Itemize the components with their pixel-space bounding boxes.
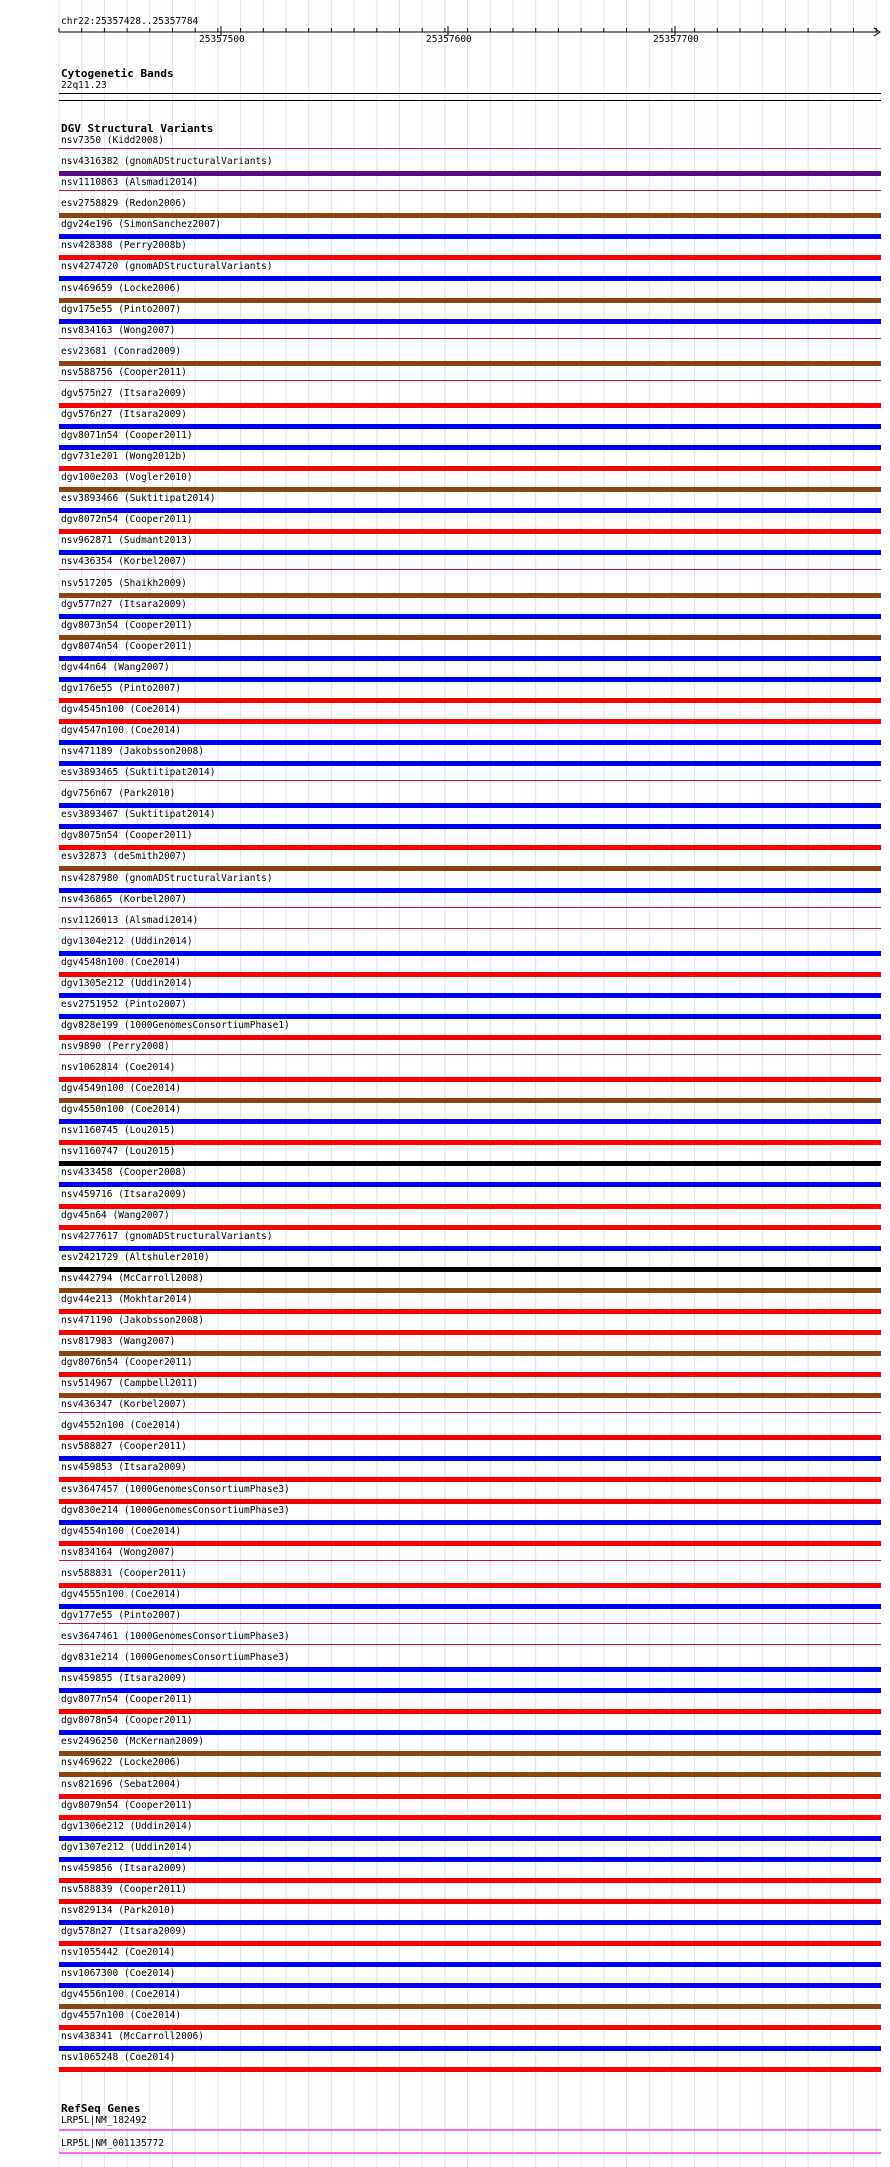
dgv-feature-row[interactable]	[0, 1399, 890, 1420]
feature-label[interactable]: nsv829134 (Park2010)	[61, 1904, 176, 1916]
feature-label[interactable]: nsv4277617 (gnomADStructuralVariants)	[61, 1230, 273, 1242]
feature-bar[interactable]	[59, 2025, 881, 2030]
feature-label[interactable]: nsv436354 (Korbel2007)	[61, 556, 187, 568]
dgv-feature-row[interactable]	[0, 578, 890, 599]
feature-label[interactable]: nsv459716 (Itsara2009)	[61, 1188, 187, 1200]
feature-label[interactable]: nsv1160745 (Lou2015)	[61, 1125, 176, 1137]
feature-label[interactable]: esv3893467 (Suktitipat2014)	[61, 809, 216, 821]
dgv-feature-row[interactable]	[0, 1083, 890, 1104]
feature-line[interactable]	[59, 1644, 881, 1645]
feature-label[interactable]: dgv8072n54 (Cooper2011)	[61, 514, 193, 526]
cytoband-bar-bottom	[59, 100, 881, 101]
feature-bar[interactable]	[59, 1456, 881, 1461]
dgv-feature-row[interactable]	[0, 261, 890, 282]
feature-label[interactable]: esv3893465 (Suktitipat2014)	[61, 767, 216, 779]
feature-line[interactable]	[59, 780, 881, 781]
dgv-feature-row[interactable]	[0, 325, 890, 346]
dgv-feature-row[interactable]	[0, 1505, 890, 1526]
feature-bar[interactable]	[59, 1267, 881, 1272]
feature-bar[interactable]	[59, 1246, 881, 1251]
feature-label[interactable]: nsv471189 (Jakobsson2008)	[61, 746, 204, 757]
dgv-feature-row[interactable]	[0, 346, 890, 367]
cytoband-label: 22q11.23	[61, 80, 107, 91]
feature-bar[interactable]	[59, 508, 881, 513]
feature-bar[interactable]	[59, 403, 881, 408]
feature-bar[interactable]	[59, 993, 881, 998]
dgv-feature-row[interactable]	[0, 1273, 890, 1294]
dgv-feature-row[interactable]	[0, 1252, 890, 1273]
dgv-feature-row[interactable]	[0, 1926, 890, 1947]
feature-bar[interactable]	[59, 1709, 881, 1714]
feature-label[interactable]: dgv8079n54 (Cooper2011)	[61, 1799, 193, 1811]
feature-label[interactable]: dgv830e214 (1000GenomesConsortiumPhase3)	[61, 1504, 290, 1516]
dgv-feature-row[interactable]	[0, 767, 890, 788]
feature-line[interactable]	[59, 338, 881, 339]
feature-bar[interactable]	[59, 1794, 881, 1799]
dgv-feature-row[interactable]	[0, 1146, 890, 1167]
feature-label[interactable]: nsv459855 (Itsara2009)	[61, 1673, 187, 1685]
feature-bar[interactable]	[59, 361, 881, 366]
dgv-feature-row[interactable]	[0, 1736, 890, 1757]
feature-bar[interactable]	[59, 1330, 881, 1335]
dgv-feature-row[interactable]	[0, 1842, 890, 1863]
feature-label[interactable]: dgv177e55 (Pinto2007)	[61, 1609, 182, 1621]
gene-label[interactable]: LRP5L|NM_001135772	[61, 2138, 164, 2149]
feature-bar[interactable]	[59, 1161, 881, 1166]
feature-bar[interactable]	[59, 319, 881, 324]
dgv-feature-row[interactable]	[0, 851, 890, 872]
dgv-feature-row[interactable]	[0, 1357, 890, 1378]
dgv-feature-row[interactable]	[0, 873, 890, 894]
dgv-feature-row[interactable]	[0, 451, 890, 472]
feature-bar[interactable]	[59, 761, 881, 766]
feature-label[interactable]: esv2751952 (Pinto2007)	[61, 998, 187, 1010]
track-title: DGV Structural Variants	[61, 122, 214, 135]
feature-bar[interactable]	[59, 1288, 881, 1293]
feature-label[interactable]: nsv514967 (Campbell2011)	[61, 1378, 199, 1390]
feature-bar[interactable]	[59, 298, 881, 303]
feature-label[interactable]: dgv4550n100 (Coe2014)	[61, 1104, 182, 1116]
dgv-feature-row[interactable]	[0, 1315, 890, 1336]
feature-bar[interactable]	[59, 740, 881, 745]
feature-label[interactable]: dgv4554n100 (Coe2014)	[61, 1525, 182, 1537]
feature-bar[interactable]	[59, 951, 881, 956]
feature-label[interactable]: dgv4547n100 (Coe2014)	[61, 725, 182, 736]
feature-label[interactable]: dgv4548n100 (Coe2014)	[61, 956, 182, 968]
gene-feature[interactable]	[59, 2129, 881, 2131]
dgv-feature-row[interactable]	[0, 472, 890, 493]
feature-label[interactable]: dgv24e196 (SimonSanchez2007)	[61, 219, 222, 231]
feature-label[interactable]: dgv1306e212 (Uddin2014)	[61, 1820, 193, 1832]
dgv-feature-row[interactable]	[0, 1779, 890, 1800]
dgv-feature-row[interactable]	[0, 135, 890, 156]
feature-label[interactable]: dgv8073n54 (Cooper2011)	[61, 619, 193, 631]
feature-bar[interactable]	[59, 656, 881, 661]
feature-bar[interactable]	[59, 1941, 881, 1946]
feature-bar[interactable]	[59, 888, 881, 893]
feature-bar[interactable]	[59, 824, 881, 829]
dgv-feature-row[interactable]	[0, 1568, 890, 1589]
feature-bar[interactable]	[59, 1751, 881, 1756]
feature-bar[interactable]	[59, 593, 881, 598]
feature-label[interactable]: esv23681 (Conrad2009)	[61, 345, 182, 357]
dgv-feature-row[interactable]	[0, 1462, 890, 1483]
feature-bar[interactable]	[59, 1583, 881, 1588]
feature-bar[interactable]	[59, 1140, 881, 1145]
feature-label[interactable]: nsv1110863 (Alsmadi2014)	[61, 177, 199, 189]
feature-label[interactable]: dgv578n27 (Itsara2009)	[61, 1926, 187, 1937]
feature-bar[interactable]	[59, 677, 881, 682]
feature-label[interactable]: nsv4274720 (gnomADStructuralVariants)	[61, 261, 273, 273]
ruler-tick-label: 25357600	[426, 34, 472, 45]
feature-label[interactable]: nsv588831 (Cooper2011)	[61, 1567, 187, 1579]
feature-label[interactable]: dgv8076n54 (Cooper2011)	[61, 1357, 193, 1369]
feature-bar[interactable]	[59, 529, 881, 534]
feature-label[interactable]: dgv1305e212 (Uddin2014)	[61, 977, 193, 989]
dgv-feature-row[interactable]	[0, 1968, 890, 1989]
dgv-feature-row[interactable]	[0, 1673, 890, 1694]
feature-bar[interactable]	[59, 719, 881, 724]
feature-label[interactable]: dgv8074n54 (Cooper2011)	[61, 640, 193, 652]
feature-label[interactable]: nsv1065248 (Coe2014)	[61, 2052, 176, 2064]
feature-label[interactable]: nsv588827 (Cooper2011)	[61, 1441, 187, 1453]
dgv-feature-row[interactable]	[0, 1631, 890, 1652]
dgv-feature-row[interactable]	[0, 409, 890, 430]
feature-label[interactable]: dgv175e55 (Pinto2007)	[61, 303, 182, 315]
dgv-feature-row[interactable]	[0, 683, 890, 704]
dgv-feature-row[interactable]	[0, 957, 890, 978]
feature-bar[interactable]	[59, 487, 881, 492]
track-title: RefSeq Genes	[61, 2102, 141, 2115]
feature-label[interactable]: dgv4557n100 (Coe2014)	[61, 2010, 182, 2022]
feature-bar[interactable]	[59, 972, 881, 977]
feature-label[interactable]: dgv4549n100 (Coe2014)	[61, 1083, 182, 1095]
gene-feature[interactable]	[59, 2152, 881, 2154]
dgv-feature-row[interactable]	[0, 662, 890, 683]
dgv-feature-row[interactable]	[0, 1294, 890, 1315]
feature-bar[interactable]	[59, 1225, 881, 1230]
cytoband-bar	[59, 93, 881, 94]
feature-bar[interactable]	[59, 2004, 881, 2009]
feature-label[interactable]: dgv176e55 (Pinto2007)	[61, 682, 182, 694]
feature-label[interactable]: dgv4545n100 (Coe2014)	[61, 703, 182, 715]
feature-label[interactable]: esv2496250 (McKernan2009)	[61, 1736, 204, 1748]
feature-label[interactable]: nsv821696 (Sebat2004)	[61, 1778, 182, 1790]
feature-bar[interactable]	[59, 1435, 881, 1440]
feature-line[interactable]	[59, 907, 881, 908]
dgv-feature-row[interactable]	[0, 1441, 890, 1462]
feature-bar[interactable]	[59, 213, 881, 218]
dgv-feature-row[interactable]	[0, 1104, 890, 1125]
feature-line[interactable]	[59, 1054, 881, 1055]
feature-label[interactable]: nsv588839 (Cooper2011)	[61, 1883, 187, 1895]
feature-label[interactable]: esv2758829 (Redon2006)	[61, 198, 187, 210]
feature-bar[interactable]	[59, 1035, 881, 1040]
dgv-feature-row[interactable]	[0, 1189, 890, 1210]
feature-bar[interactable]	[59, 171, 881, 176]
feature-bar[interactable]	[59, 1920, 881, 1925]
feature-label[interactable]: nsv459856 (Itsara2009)	[61, 1862, 187, 1874]
region-label: chr22:25357428..25357784	[61, 16, 199, 27]
gene-label[interactable]: LRP5L|NM_182492	[61, 2115, 147, 2126]
dgv-feature-row[interactable]	[0, 725, 890, 746]
feature-bar[interactable]	[59, 1667, 881, 1672]
dgv-feature-row[interactable]	[0, 2052, 890, 2073]
feature-label[interactable]: esv3893466 (Suktitipat2014)	[61, 493, 216, 505]
dgv-feature-row[interactable]	[0, 1821, 890, 1842]
dgv-feature-row[interactable]	[0, 936, 890, 957]
feature-bar[interactable]	[59, 466, 881, 471]
dgv-feature-row[interactable]	[0, 1484, 890, 1505]
feature-bar[interactable]	[59, 1962, 881, 1967]
dgv-feature-row[interactable]	[0, 156, 890, 177]
feature-bar[interactable]	[59, 445, 881, 450]
feature-bar[interactable]	[59, 1393, 881, 1398]
feature-bar[interactable]	[59, 424, 881, 429]
feature-bar[interactable]	[59, 1604, 881, 1609]
dgv-feature-row[interactable]	[0, 809, 890, 830]
ruler-tick-label: 25357700	[653, 34, 699, 45]
dgv-feature-row[interactable]	[0, 1800, 890, 1821]
feature-label[interactable]: nsv438341 (McCarroll2006)	[61, 2031, 204, 2043]
dgv-feature-row[interactable]	[0, 1420, 890, 1441]
feature-bar[interactable]	[59, 550, 881, 555]
dgv-feature-row[interactable]	[0, 1947, 890, 1968]
feature-label[interactable]: nsv7350 (Kidd2008)	[61, 135, 164, 146]
feature-label[interactable]: nsv517205 (Shaikh2009)	[61, 577, 187, 589]
feature-bar[interactable]	[59, 1857, 881, 1862]
feature-line[interactable]	[59, 1560, 881, 1561]
dgv-feature-row[interactable]	[0, 514, 890, 535]
feature-label[interactable]: nsv471190 (Jakobsson2008)	[61, 1314, 204, 1326]
dgv-feature-row[interactable]	[0, 177, 890, 198]
feature-label[interactable]: nsv834164 (Wong2007)	[61, 1546, 176, 1558]
feature-bar[interactable]	[59, 614, 881, 619]
dgv-feature-row[interactable]	[0, 830, 890, 851]
dgv-feature-row[interactable]	[0, 388, 890, 409]
feature-label[interactable]: nsv817983 (Wang2007)	[61, 1336, 176, 1347]
feature-label[interactable]: nsv436865 (Korbel2007)	[61, 893, 187, 905]
dgv-feature-row[interactable]	[0, 219, 890, 240]
dgv-feature-row[interactable]	[0, 493, 890, 514]
feature-bar[interactable]	[59, 1372, 881, 1377]
dgv-feature-row[interactable]	[0, 1231, 890, 1252]
feature-bar[interactable]	[59, 1309, 881, 1314]
feature-bar[interactable]	[59, 2046, 881, 2051]
feature-bar[interactable]	[59, 255, 881, 260]
dgv-feature-row[interactable]	[0, 641, 890, 662]
feature-label[interactable]: nsv436347 (Korbel2007)	[61, 1399, 187, 1411]
feature-line[interactable]	[59, 380, 881, 381]
feature-bar[interactable]	[59, 1204, 881, 1209]
dgv-feature-row[interactable]	[0, 198, 890, 219]
feature-line[interactable]	[59, 1412, 881, 1413]
feature-bar[interactable]	[59, 1119, 881, 1124]
dgv-feature-row[interactable]	[0, 1526, 890, 1547]
dgv-feature-row[interactable]	[0, 1884, 890, 1905]
feature-label[interactable]: nsv1055442 (Coe2014)	[61, 1947, 176, 1958]
feature-bar[interactable]	[59, 1772, 881, 1777]
feature-label[interactable]: dgv4556n100 (Coe2014)	[61, 1989, 182, 2001]
dgv-feature-row[interactable]	[0, 1589, 890, 1610]
feature-label[interactable]: dgv8071n54 (Cooper2011)	[61, 430, 193, 441]
feature-label[interactable]: dgv831e214 (1000GenomesConsortiumPhase3)	[61, 1652, 290, 1663]
feature-label[interactable]: dgv4555n100 (Coe2014)	[61, 1588, 182, 1600]
feature-label[interactable]: nsv459853 (Itsara2009)	[61, 1462, 187, 1474]
dgv-feature-row[interactable]	[0, 304, 890, 325]
feature-label[interactable]: dgv45n64 (Wang2007)	[61, 1209, 170, 1221]
dgv-feature-row[interactable]	[0, 1863, 890, 1884]
feature-bar[interactable]	[59, 276, 881, 281]
feature-label[interactable]: nsv4287980 (gnomADStructuralVariants)	[61, 872, 273, 884]
feature-label[interactable]: nsv1067300 (Coe2014)	[61, 1968, 176, 1980]
dgv-feature-row[interactable]	[0, 283, 890, 304]
dgv-feature-row[interactable]	[0, 620, 890, 641]
feature-bar[interactable]	[59, 1477, 881, 1482]
feature-line[interactable]	[59, 569, 881, 570]
dgv-feature-row[interactable]	[0, 1125, 890, 1146]
dgv-feature-row[interactable]	[0, 1715, 890, 1736]
feature-bar[interactable]	[59, 1077, 881, 1082]
feature-label[interactable]: dgv8078n54 (Cooper2011)	[61, 1715, 193, 1727]
feature-line[interactable]	[59, 928, 881, 929]
feature-bar[interactable]	[59, 803, 881, 808]
dgv-feature-row[interactable]	[0, 1062, 890, 1083]
dgv-feature-row[interactable]	[0, 556, 890, 577]
feature-label[interactable]: esv3647461 (1000GenomesConsortiumPhase3)	[61, 1631, 290, 1642]
dgv-feature-row[interactable]	[0, 1167, 890, 1188]
dgv-feature-row[interactable]	[0, 2010, 890, 2031]
feature-bar[interactable]	[59, 1688, 881, 1693]
feature-bar[interactable]	[59, 234, 881, 239]
feature-bar[interactable]	[59, 1014, 881, 1019]
dgv-feature-row[interactable]	[0, 1041, 890, 1062]
feature-bar[interactable]	[59, 1351, 881, 1356]
feature-label[interactable]: dgv100e203 (Vogler2010)	[61, 472, 193, 484]
feature-label[interactable]: nsv469659 (Locke2006)	[61, 282, 182, 294]
feature-label[interactable]: dgv577n27 (Itsara2009)	[61, 598, 187, 610]
feature-bar[interactable]	[59, 845, 881, 850]
feature-bar[interactable]	[59, 1541, 881, 1546]
feature-label[interactable]: nsv1160747 (Lou2015)	[61, 1146, 176, 1158]
dgv-feature-row[interactable]	[0, 999, 890, 1020]
dgv-feature-row[interactable]	[0, 367, 890, 388]
feature-label[interactable]: dgv8077n54 (Cooper2011)	[61, 1694, 193, 1706]
feature-label[interactable]: nsv834163 (Wong2007)	[61, 324, 176, 336]
dgv-feature-row[interactable]	[0, 704, 890, 725]
dgv-feature-row[interactable]	[0, 788, 890, 809]
dgv-feature-row[interactable]	[0, 1210, 890, 1231]
feature-line[interactable]	[59, 1623, 881, 1624]
dgv-feature-row[interactable]	[0, 535, 890, 556]
feature-bar[interactable]	[59, 1182, 881, 1187]
dgv-feature-row[interactable]	[0, 599, 890, 620]
feature-label[interactable]: nsv433458 (Cooper2008)	[61, 1167, 187, 1179]
feature-bar[interactable]	[59, 1499, 881, 1504]
dgv-feature-row[interactable]	[0, 430, 890, 451]
feature-line[interactable]	[59, 148, 881, 149]
track-title: Cytogenetic Bands	[61, 67, 174, 80]
feature-bar[interactable]	[59, 1815, 881, 1820]
dgv-feature-row[interactable]	[0, 1547, 890, 1568]
feature-bar[interactable]	[59, 1836, 881, 1841]
feature-bar[interactable]	[59, 1983, 881, 1988]
dgv-feature-row[interactable]	[0, 2031, 890, 2052]
dgv-feature-row[interactable]	[0, 1610, 890, 1631]
feature-label[interactable]: esv2421729 (Altshuler2010)	[61, 1251, 210, 1263]
dgv-feature-row[interactable]	[0, 894, 890, 915]
feature-label[interactable]: dgv44n64 (Wang2007)	[61, 661, 170, 673]
dgv-feature-row[interactable]	[0, 1336, 890, 1357]
dgv-feature-row[interactable]	[0, 978, 890, 999]
dgv-feature-row[interactable]	[0, 1757, 890, 1778]
feature-bar[interactable]	[59, 1878, 881, 1883]
feature-bar[interactable]	[59, 1730, 881, 1735]
dgv-feature-row[interactable]	[0, 746, 890, 767]
feature-label[interactable]: nsv1062814 (Coe2014)	[61, 1062, 176, 1074]
feature-label[interactable]: dgv8075n54 (Cooper2011)	[61, 830, 193, 842]
dgv-feature-row[interactable]	[0, 240, 890, 261]
feature-bar[interactable]	[59, 866, 881, 871]
feature-label[interactable]: nsv469622 (Locke2006)	[61, 1757, 182, 1769]
feature-label[interactable]: nsv428388 (Perry2008b)	[61, 240, 187, 252]
feature-label[interactable]: esv3647457 (1000GenomesConsortiumPhase3)	[61, 1483, 290, 1495]
feature-label[interactable]: nsv588756 (Cooper2011)	[61, 366, 187, 378]
feature-line[interactable]	[59, 190, 881, 191]
feature-label[interactable]: dgv828e199 (1000GenomesConsortiumPhase1)	[61, 1019, 290, 1031]
feature-bar[interactable]	[59, 1098, 881, 1103]
feature-label[interactable]: dgv1304e212 (Uddin2014)	[61, 935, 193, 947]
feature-label[interactable]: dgv4552n100 (Coe2014)	[61, 1420, 182, 1432]
feature-label[interactable]: dgv731e201 (Wong2012b)	[61, 451, 187, 463]
dgv-feature-row[interactable]	[0, 1989, 890, 2010]
feature-label[interactable]: dgv1307e212 (Uddin2014)	[61, 1841, 193, 1853]
feature-label[interactable]: esv32873 (deSmith2007)	[61, 851, 187, 863]
dgv-feature-row[interactable]	[0, 1020, 890, 1041]
feature-label[interactable]: nsv1126013 (Alsmadi2014)	[61, 914, 199, 926]
feature-label[interactable]: nsv4316382 (gnomADStructuralVariants)	[61, 156, 273, 168]
feature-bar[interactable]	[59, 635, 881, 640]
feature-bar[interactable]	[59, 1899, 881, 1904]
feature-bar[interactable]	[59, 2067, 881, 2072]
feature-label[interactable]: dgv575n27 (Itsara2009)	[61, 387, 187, 399]
dgv-feature-row[interactable]	[0, 1905, 890, 1926]
feature-label[interactable]: dgv756n67 (Park2010)	[61, 788, 176, 800]
feature-bar[interactable]	[59, 698, 881, 703]
feature-label[interactable]: dgv576n27 (Itsara2009)	[61, 408, 187, 420]
dgv-feature-row[interactable]	[0, 1694, 890, 1715]
ruler-tick-label: 25357500	[199, 34, 245, 45]
feature-label[interactable]: nsv962871 (Sudmant2013)	[61, 535, 193, 547]
feature-label[interactable]: nsv442794 (McCarroll2008)	[61, 1272, 204, 1284]
dgv-feature-row[interactable]	[0, 915, 890, 936]
feature-label[interactable]: dgv44e213 (Mokhtar2014)	[61, 1293, 193, 1305]
dgv-feature-row[interactable]	[0, 1378, 890, 1399]
feature-label[interactable]: nsv9890 (Perry2008)	[61, 1041, 170, 1052]
dgv-feature-row[interactable]	[0, 1652, 890, 1673]
feature-bar[interactable]	[59, 1520, 881, 1525]
